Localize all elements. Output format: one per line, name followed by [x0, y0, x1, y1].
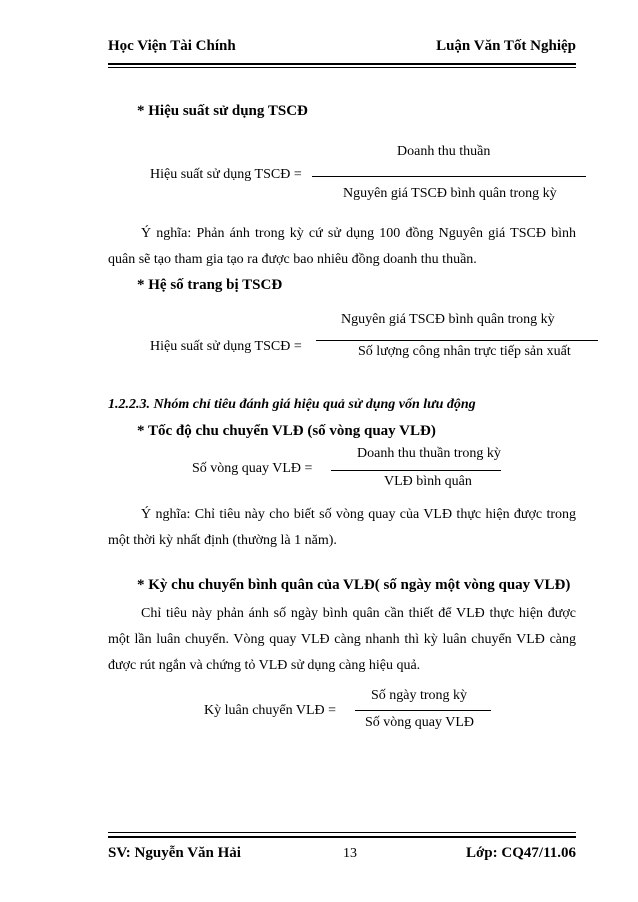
- header-right: Luận Văn Tốt Nghiệp: [436, 38, 576, 54]
- heading-hieu-suat: * Hiệu suất sử dụng TSCĐ: [137, 103, 308, 119]
- meaning-paragraph: Ý nghĩa: Chỉ tiêu này cho biết số vòng quay của VLĐ thực hiện được trong một thời kỳ nhất định (thường là 1 năm).: [108, 507, 576, 548]
- heading-ky-chu-chuyen: * Kỳ chu chuyển bình quân của VLĐ( số ngày một vòng quay VLĐ): [137, 577, 571, 593]
- formula-denominator: Số lượng công nhân trực tiếp sản xuất: [358, 344, 571, 359]
- formula-denominator: Số vòng quay VLĐ: [365, 715, 475, 730]
- fraction-line: [355, 710, 491, 711]
- fraction-line: [331, 470, 501, 471]
- formula-denominator: Nguyên giá TSCĐ bình quân trong kỳ: [343, 186, 557, 201]
- formula-numerator: Doanh thu thuần: [397, 144, 491, 159]
- page-number: 13: [343, 846, 357, 861]
- header-rule-thin: [108, 67, 576, 68]
- body-paragraph: Chỉ tiêu này phản ánh số ngày bình quân cần thiết để VLĐ thực hiện được một lần luân chuyển. Vòng quay VLĐ càng nhanh thì kỳ luân chuyển VLĐ càng được rút ngắn và chứng tỏ VLĐ sử dụng càng hiệu quả.: [108, 606, 576, 673]
- formula-label: Số vòng quay VLĐ =: [192, 461, 313, 476]
- header-rule: [108, 63, 576, 65]
- formula-numerator: Số ngày trong kỳ: [371, 688, 468, 703]
- heading-he-so-trang-bi: * Hệ số trang bị TSCĐ: [137, 277, 283, 293]
- formula-numerator: Nguyên giá TSCĐ bình quân trong kỳ: [341, 312, 555, 327]
- section-title: 1.2.2.3. Nhóm chỉ tiêu đánh giá hiệu quả sử dụng vốn lưu động: [108, 397, 476, 412]
- footer-rule-thin: [108, 832, 576, 833]
- formula-numerator: Doanh thu thuần trong kỳ: [357, 446, 501, 461]
- fraction-line: [316, 340, 598, 341]
- meaning-paragraph: Ý nghĩa: Phản ánh trong kỳ cứ sử dụng 100 đồng Nguyên giá TSCĐ bình quân sẽ tạo tham gia tạo ra được bao nhiêu đồng doanh thu thuần.: [108, 226, 576, 267]
- fraction-line: [312, 176, 586, 177]
- heading-toc-do-chu-chuyen: * Tốc độ chu chuyển VLĐ (số vòng quay VLĐ): [137, 423, 436, 439]
- footer-rule: [108, 836, 576, 838]
- formula-label: Hiệu suất sử dụng TSCĐ =: [150, 167, 302, 182]
- formula-label: Hiệu suất sử dụng TSCĐ =: [150, 339, 302, 354]
- header-left: Học Viện Tài Chính: [108, 38, 236, 54]
- formula-denominator: VLĐ bình quân: [384, 474, 472, 489]
- footer-class: Lớp: CQ47/11.06: [466, 845, 576, 861]
- formula-label: Kỳ luân chuyển VLĐ =: [204, 703, 337, 718]
- footer-student: SV: Nguyễn Văn Hải: [108, 845, 241, 861]
